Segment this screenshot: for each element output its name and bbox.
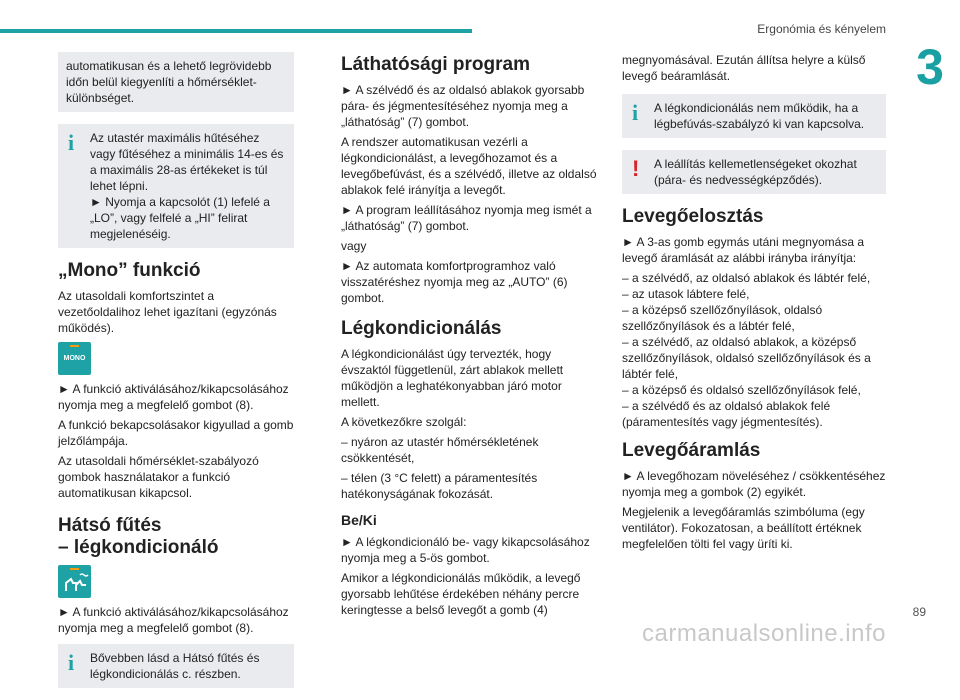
paragraph: megnyomásával. Ezután állítsa helyre a külső levegő beáramlását. — [622, 53, 866, 83]
paragraph: ► Az automata komfortprogramhoz való visszatéréshez nyomja meg az „AUTO” (6) gombot. — [341, 259, 568, 305]
paragraph: ► A 3-as gomb egymás utáni megnyomása a levegő áramlását az alábbi irányba irányítja: — [622, 235, 865, 265]
section-heading-ac: Légkondicionálás — [341, 318, 502, 339]
header-accent-bar — [0, 29, 472, 33]
paragraph: ► A funkció aktiválásához/kikapcsolásához nyomja meg a megfelelő gombot (8). — [58, 605, 289, 635]
page-number: 89 — [912, 605, 926, 619]
warning-box — [622, 150, 886, 194]
rear-climate-button-icon — [58, 565, 91, 598]
indicator-dash — [70, 568, 79, 570]
section-heading-visibility: Láthatósági program — [341, 54, 530, 75]
paragraph: ► A légkondicionáló be- vagy kikapcsolásához nyomja meg a 5-ös gombot. — [341, 535, 590, 565]
section-heading-rear: Hátsó fűtés — [58, 515, 162, 536]
mono-button-icon — [58, 342, 91, 375]
continuation-box — [58, 52, 294, 112]
paragraph: ► A szélvédő és az oldalsó ablakok gyorsabb pára- és jégmentesítéséhez nyomja meg a „láthatóság” (7) gombot. — [341, 83, 585, 129]
list-item: – a szélvédő és az oldalsó ablakok felé (páramentesítés vagy jégmentesítés). — [622, 399, 831, 429]
chapter-number: 3 — [916, 39, 944, 95]
paragraph: Amikor a légkondicionálás működik, a levegő gyorsabb lehűtése érdekében néhány percre keringtesse a belső levegőt a gomb (4) — [341, 571, 581, 617]
paragraph: A rendszer automatikusan vezérli a légkondicionálást, a levegőhozamot és a levegőbefúvást, és a szélvédő, illetve az oldalsó ablakok felé irányítja a levegőt. — [341, 135, 597, 197]
paragraph: ► A program leállításához nyomja meg ismét a „láthatóság” (7) gombot. — [341, 203, 592, 233]
paragraph: A funkció bekapcsolásakor kigyullad a gomb jelzőlámpája. — [58, 418, 294, 448]
info-icon: i — [68, 130, 75, 155]
info-icon: i — [68, 650, 75, 675]
info-box — [58, 124, 294, 248]
paragraph: Az utasoldali hőmérséklet-szabályozó gombok használatakor a funkció automatikusan kikapcsol. — [58, 454, 259, 500]
info-icon: i — [632, 100, 639, 125]
section-heading-rear-sub: – légkondicionáló — [58, 537, 219, 558]
warning-icon: ! — [632, 156, 640, 181]
list-item: – az utasok lábtere felé, — [622, 287, 750, 301]
list-item: – a szélvédő, az oldalsó ablakok és lábtér felé, — [622, 271, 871, 285]
paragraph: Megjelenik a levegőáramlás szimbóluma (egy ventilátor). Fokozatosan, a beállított értéknek megfelelően tölti fel vagy üríti ki. — [622, 505, 865, 551]
info-text: ► Nyomja a kapcsolót (1) lefelé a „LO”, vagy felfelé a „HI” felirat megjelenéséig. — [90, 195, 270, 241]
info-text: A légkondicionálás nem működik, ha a légbefúvás-szabályzó ki van kapcsolva. — [654, 101, 865, 131]
paragraph: vagy — [341, 239, 367, 253]
list-item: – a középső szellőzőnyílások, oldalsó szellőzőnyílások és a lábtér felé, — [622, 303, 823, 333]
paragraph: A következőkre szolgál: — [341, 415, 467, 429]
indicator-dash — [70, 345, 79, 347]
paragraph: – télen (3 °C felett) a páramentesítés hatékonyságának fokozását. — [341, 471, 538, 501]
section-heading-distribution: Levegőelosztás — [622, 206, 764, 227]
section-heading-mono: „Mono” funkció — [58, 260, 201, 281]
info-box — [622, 94, 886, 138]
column-left — [58, 52, 294, 700]
list-item: – a szélvédő, az oldalsó ablakok, a középső szellőzőnyílások, oldalsó szellőzőnyílások és a lábtér felé, — [622, 335, 871, 381]
column-middle — [341, 52, 601, 622]
chapter-title: Ergonómia és kényelem — [757, 22, 886, 36]
continuation-text: automatikusan és a lehető legrövidebb időn belül kiegyenlíti a hőmérséklet-különbséget. — [66, 59, 272, 105]
paragraph: ► A funkció aktiválásához/kikapcsolásához nyomja meg a megfelelő gombot (8). — [58, 382, 289, 412]
mono-badge-label: MONO — [63, 354, 86, 362]
column-right — [622, 52, 886, 556]
paragraph: – nyáron az utastér hőmérsékletének csökkentését, — [341, 435, 539, 465]
list-item: – a középső és oldalsó szellőzőnyílások felé, — [622, 383, 861, 397]
info-text: Bővebben lásd a Hátsó fűtés és légkondicionálás c. részben. — [90, 651, 260, 681]
info-box — [58, 644, 294, 688]
warning-text: A leállítás kellemetlenségeket okozhat (pára- és nedvességképződés). — [654, 157, 857, 187]
paragraph: ► A levegőhozam növeléséhez / csökkentéséhez nyomja meg a gombok (2) egyikét. — [622, 469, 886, 499]
subsection-heading-onoff: Be/Ki — [341, 512, 377, 528]
section-heading-airflow: Levegőáramlás — [622, 440, 761, 461]
info-text: Az utastér maximális hűtéséhez vagy fűtéséhez a minimális 14-es és a maximális 28-as értékeket is túl lehet lépni. — [90, 131, 284, 193]
paragraph: A légkondicionálást úgy tervezték, hogy évszaktól függetlenül, zárt ablakok mellett működjön a leghatékonyabban járó motor mellett. — [341, 347, 564, 409]
paragraph: Az utasoldali komfortszintet a vezetőoldalihoz lehet igazítani (egyzónás működés). — [58, 289, 277, 335]
watermark: carmanualsonline.info — [642, 620, 886, 647]
